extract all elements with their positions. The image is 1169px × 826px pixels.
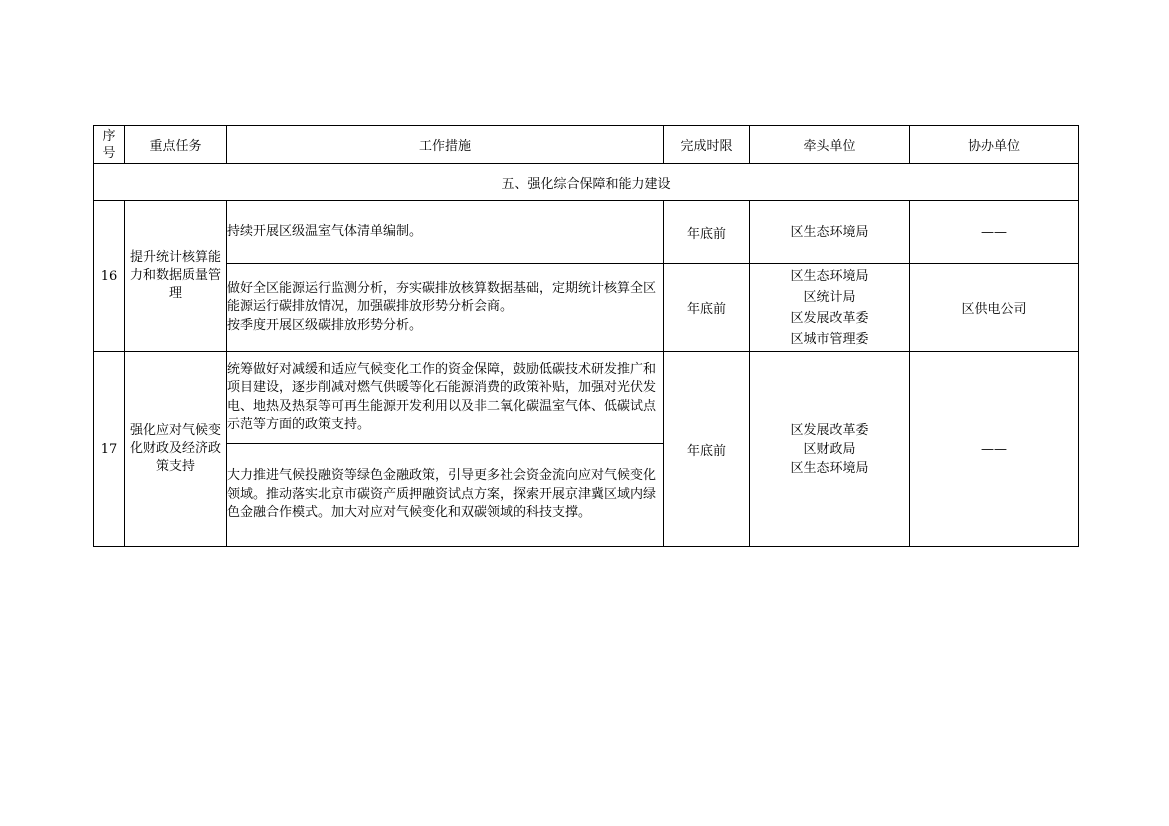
lead-unit-cell (750, 352, 910, 547)
table-row (94, 352, 1079, 444)
lead-unit: 区发展改革委 (790, 422, 869, 438)
lead-unit-cell (750, 201, 910, 264)
header-seq-line1: 序 (102, 128, 116, 144)
assist-unit-cell: —— (910, 352, 1079, 547)
row-number: 17 (94, 352, 125, 547)
measure-cell (227, 352, 664, 444)
lead-unit: 区生态环境局 (790, 224, 869, 240)
section-title: 五、强化综合保障和能力建设 (94, 164, 1079, 201)
assist-unit-cell: 区供电公司 (910, 264, 1079, 352)
task-name: 强化应对气候变化财政及经济政策支持 (125, 352, 227, 547)
table-row (94, 264, 1079, 352)
header-lead: 牵头单位 (750, 126, 910, 164)
measure-text: 按季度开展区级碳排放形势分析。 (227, 317, 423, 333)
lead-unit: 区城市管理委 (790, 331, 869, 347)
measure-cell (227, 264, 664, 352)
measure-cell (227, 201, 664, 264)
header-row (94, 126, 1079, 164)
lead-unit: 区生态环境局 (790, 268, 869, 284)
deadline-cell: 年底前 (664, 201, 750, 264)
lead-unit: 区发展改革委 (790, 310, 869, 326)
row-number: 16 (94, 201, 125, 352)
deadline-cell: 年底前 (664, 352, 750, 547)
header-seq (94, 126, 125, 164)
measure-text: 做好全区能源运行监测分析，夯实碳排放核算数据基础，定期统计核算全区能源运行碳排放情况，加强碳排放形势分析会商。 (227, 280, 657, 315)
deadline-cell: 年底前 (664, 264, 750, 352)
lead-unit-cell (750, 264, 910, 352)
assist-unit-cell: —— (910, 201, 1079, 264)
lead-unit: 区生态环境局 (790, 460, 869, 476)
task-table (93, 125, 1079, 547)
task-name: 提升统计核算能力和数据质量管理 (125, 201, 227, 352)
header-task: 重点任务 (125, 126, 227, 164)
section-row (94, 164, 1079, 201)
header-deadline: 完成时限 (664, 126, 750, 164)
lead-unit: 区统计局 (803, 289, 856, 305)
measure-text: 持续开展区级温室气体清单编制。 (227, 223, 423, 239)
header-assist: 协办单位 (910, 126, 1079, 164)
measure-text: 大力推进气候投融资等绿色金融政策，引导更多社会资金流向应对气候变化领域。推动落实北京市碳资产质押融资试点方案，探索开展京津冀区域内绿色金融合作模式。加大对应对气候变化和双碳领域的科技支撑。 (227, 468, 657, 521)
header-measure: 工作措施 (227, 126, 664, 164)
measure-text: 统筹做好对减缓和适应气候变化工作的资金保障，鼓励低碳技术研发推广和项目建设，逐步削减对燃气供暖等化石能源消费的政策补贴，加强对光伏发电、地热及热泵等可再生能源开发利用以及非二氧化碳温室气体、低碳试点示范等方面的政策支持。 (227, 361, 657, 432)
header-seq-line2: 号 (102, 145, 116, 161)
lead-unit: 区财政局 (803, 441, 856, 457)
measure-cell (227, 444, 664, 547)
table-row (94, 201, 1079, 264)
